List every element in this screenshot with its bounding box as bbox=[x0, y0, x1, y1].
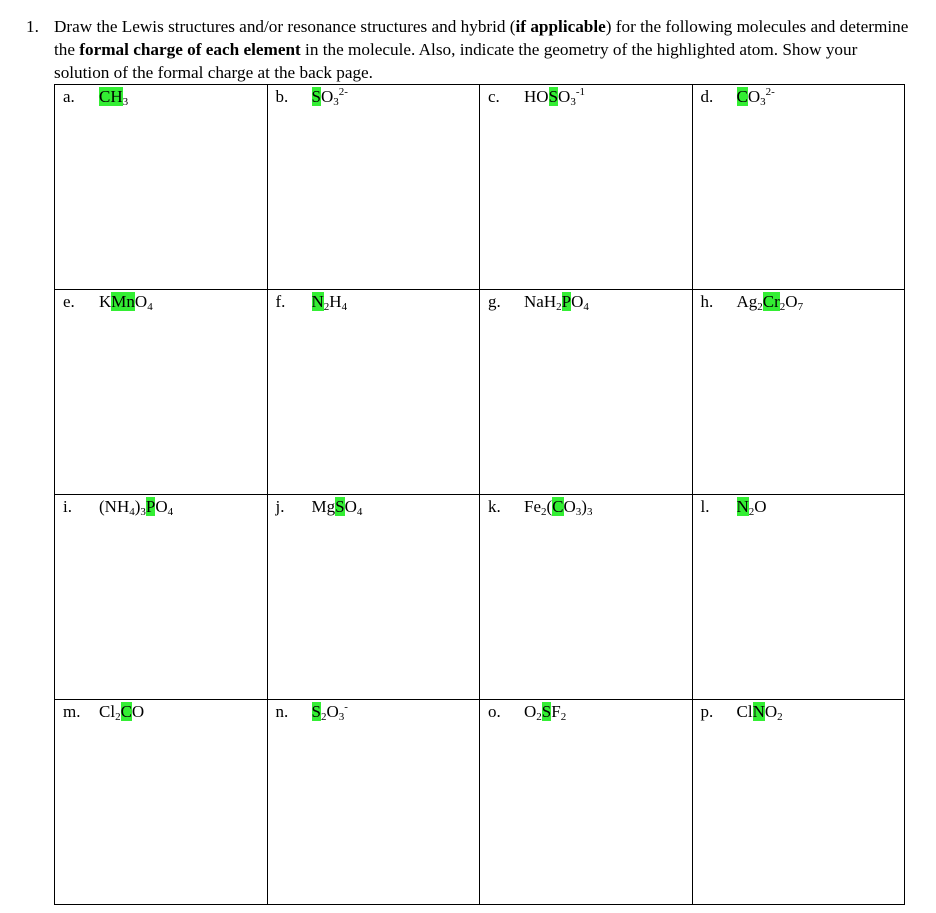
highlighted-atom: Mn bbox=[111, 292, 135, 311]
highlighted-atom: N bbox=[311, 292, 324, 311]
item-letter: m. bbox=[63, 702, 81, 721]
formula-subscript: 4 bbox=[356, 506, 363, 518]
grid-row bbox=[55, 85, 905, 290]
chemical-formula bbox=[312, 87, 348, 107]
formula-text: O bbox=[563, 497, 576, 516]
chemical-formula bbox=[737, 702, 783, 722]
formula-text: Cl bbox=[736, 702, 753, 721]
formula-subscript: 2 bbox=[323, 301, 330, 313]
highlighted-atom: S bbox=[541, 702, 552, 721]
formula-subscript: 2 bbox=[748, 506, 755, 518]
answer-cell[interactable] bbox=[55, 290, 268, 495]
formula-subscript: 2 bbox=[560, 711, 567, 723]
item-label bbox=[268, 700, 480, 722]
formula-subscript: 3 bbox=[760, 96, 766, 108]
answer-cell[interactable] bbox=[267, 700, 480, 905]
highlighted-atom: S bbox=[335, 497, 345, 516]
formula-subscript: 3 bbox=[122, 96, 129, 108]
item-letter: i. bbox=[63, 497, 72, 516]
formula-subscript: 3 bbox=[586, 506, 593, 518]
answer-cell[interactable] bbox=[267, 85, 480, 290]
item-label bbox=[55, 700, 267, 722]
question-bold-text: if applicable bbox=[515, 17, 606, 36]
item-letter: n. bbox=[275, 702, 289, 721]
formula-subscript: 7 bbox=[797, 301, 804, 313]
highlighted-atom: S bbox=[311, 702, 321, 721]
formula-subscript: 3 bbox=[575, 506, 582, 518]
formula-subscript: 4 bbox=[147, 301, 153, 313]
item-label bbox=[480, 290, 692, 312]
formula-text: F bbox=[551, 702, 561, 721]
formula-subscript: 2 bbox=[536, 711, 542, 723]
answer-cell[interactable] bbox=[480, 290, 693, 495]
formula-text: O bbox=[131, 702, 145, 721]
answer-cell[interactable] bbox=[692, 290, 905, 495]
chemical-formula bbox=[99, 292, 153, 312]
formula-text: Cl bbox=[99, 702, 116, 721]
formula-charge: - bbox=[344, 701, 348, 713]
formula-text: O bbox=[524, 702, 537, 721]
formula-subscript: 4 bbox=[583, 301, 589, 313]
grid-row bbox=[55, 290, 905, 495]
chemical-formula bbox=[99, 87, 128, 107]
formula-text: O bbox=[344, 497, 357, 516]
formula-text: O bbox=[754, 497, 767, 516]
formula-text: ) bbox=[581, 497, 587, 516]
formula-text: Fe bbox=[524, 497, 541, 516]
item-label bbox=[55, 495, 267, 517]
grid-row bbox=[55, 700, 905, 905]
chemical-formula bbox=[524, 702, 566, 722]
answer-cell[interactable] bbox=[55, 495, 268, 700]
formula-text: ) bbox=[134, 497, 141, 516]
formula-subscript: 2 bbox=[115, 711, 121, 723]
item-label bbox=[55, 290, 267, 312]
highlighted-atom: N bbox=[752, 702, 765, 721]
item-label bbox=[268, 290, 480, 312]
item-letter: b. bbox=[275, 87, 289, 106]
question-number: 1. bbox=[26, 17, 39, 36]
answer-cell[interactable] bbox=[480, 495, 693, 700]
question-bold-text: formal charge of each element bbox=[79, 40, 301, 59]
answer-cell[interactable] bbox=[480, 700, 693, 905]
answer-cell[interactable] bbox=[480, 85, 693, 290]
highlighted-atom: N bbox=[736, 497, 749, 516]
formula-text: O bbox=[134, 292, 148, 311]
chemical-formula bbox=[524, 87, 585, 107]
formula-subscript: 2 bbox=[320, 711, 327, 723]
formula-subscript: 3 bbox=[333, 96, 339, 108]
answer-cell[interactable] bbox=[267, 290, 480, 495]
item-label bbox=[480, 700, 692, 722]
formula-text: (NH bbox=[99, 497, 130, 516]
formula-text: H bbox=[329, 292, 342, 311]
answer-cell[interactable] bbox=[55, 85, 268, 290]
formula-subscript: 2 bbox=[777, 711, 783, 723]
chemical-formula bbox=[99, 702, 144, 722]
formula-subscript: 4 bbox=[129, 506, 135, 518]
chemical-formula bbox=[737, 292, 804, 312]
formula-text: O bbox=[747, 87, 761, 106]
answer-grid bbox=[54, 84, 905, 905]
item-letter: j. bbox=[275, 497, 285, 516]
highlighted-atom: C bbox=[552, 497, 564, 516]
highlighted-atom: P bbox=[561, 292, 572, 311]
item-label bbox=[693, 290, 905, 312]
formula-subscript: 2 bbox=[779, 301, 786, 313]
formula-text: O bbox=[155, 497, 168, 516]
item-letter: c. bbox=[488, 87, 500, 106]
highlighted-atom: CH bbox=[99, 87, 123, 106]
formula-text: HO bbox=[524, 87, 549, 106]
item-letter: d. bbox=[700, 87, 714, 106]
item-label bbox=[268, 85, 480, 107]
formula-text: O bbox=[571, 292, 584, 311]
item-label bbox=[480, 495, 692, 517]
answer-cell[interactable] bbox=[692, 85, 905, 290]
chemical-formula bbox=[312, 292, 348, 312]
highlighted-atom: P bbox=[145, 497, 156, 516]
answer-cell[interactable] bbox=[55, 700, 268, 905]
item-letter: k. bbox=[488, 497, 501, 516]
item-letter: p. bbox=[700, 702, 714, 721]
formula-subscript: 2 bbox=[757, 301, 763, 313]
question-text-run: ) for the following molecules and determine the bbox=[54, 17, 909, 59]
formula-text: O bbox=[785, 292, 798, 311]
question-block bbox=[26, 15, 916, 84]
item-label bbox=[55, 85, 267, 107]
highlighted-atom: C bbox=[736, 87, 748, 106]
item-label bbox=[268, 495, 480, 517]
formula-charge: -1 bbox=[575, 86, 585, 98]
item-label bbox=[693, 495, 905, 517]
formula-subscript: 2 bbox=[556, 301, 562, 313]
highlighted-atom: C bbox=[120, 702, 132, 721]
formula-text: Ag bbox=[736, 292, 758, 311]
formula-text: Mg bbox=[311, 497, 336, 516]
formula-text: O bbox=[558, 87, 571, 106]
formula-charge: 2- bbox=[338, 86, 348, 98]
item-label bbox=[480, 85, 692, 107]
item-letter: l. bbox=[700, 497, 710, 516]
item-letter: e. bbox=[63, 292, 75, 311]
formula-text: O bbox=[764, 702, 778, 721]
chemical-formula bbox=[312, 702, 348, 722]
chemical-formula bbox=[524, 292, 589, 312]
chemical-formula bbox=[737, 87, 775, 107]
highlighted-atom: S bbox=[311, 87, 321, 106]
chemical-formula bbox=[524, 497, 592, 517]
item-letter: g. bbox=[488, 292, 501, 311]
formula-subscript: 3 bbox=[570, 96, 576, 108]
formula-subscript: 3 bbox=[140, 506, 146, 518]
question-text-run: Draw the Lewis structures and/or resonance structures and hybrid ( bbox=[54, 17, 516, 36]
highlighted-atom: S bbox=[548, 87, 559, 106]
answer-cell[interactable] bbox=[267, 495, 480, 700]
item-letter: o. bbox=[488, 702, 501, 721]
formula-text: K bbox=[99, 292, 112, 311]
answer-cell[interactable] bbox=[692, 700, 905, 905]
highlighted-atom: Cr bbox=[762, 292, 780, 311]
item-label bbox=[693, 700, 905, 722]
formula-text: NaH bbox=[524, 292, 557, 311]
item-letter: h. bbox=[700, 292, 714, 311]
item-letter: f. bbox=[275, 292, 286, 311]
question-text-run: in the molecule. Also, indicate the geometry of the highlighted atom. Show your solution of the formal charge at the back page. bbox=[54, 40, 858, 82]
formula-text: O bbox=[326, 702, 339, 721]
chemical-formula bbox=[737, 497, 767, 517]
item-letter: a. bbox=[63, 87, 75, 106]
formula-charge: 2- bbox=[765, 86, 775, 98]
item-label bbox=[693, 85, 905, 107]
formula-text: ( bbox=[546, 497, 553, 516]
answer-cell[interactable] bbox=[692, 495, 905, 700]
formula-text: O bbox=[320, 87, 334, 106]
chemical-formula bbox=[312, 497, 363, 517]
question-text bbox=[54, 15, 916, 84]
formula-subscript: 3 bbox=[338, 711, 345, 723]
chemical-formula bbox=[99, 497, 173, 517]
formula-subscript: 4 bbox=[167, 506, 174, 518]
formula-subscript: 2 bbox=[541, 506, 547, 518]
grid-row bbox=[55, 495, 905, 700]
formula-subscript: 4 bbox=[341, 301, 348, 313]
